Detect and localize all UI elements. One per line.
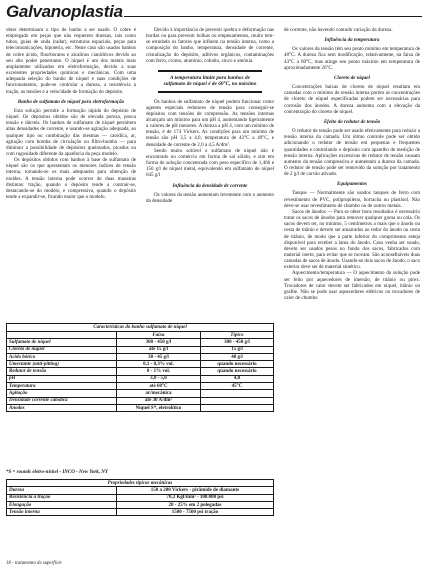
table-cell: 40 g/l bbox=[200, 353, 273, 360]
table-cell: Ânodos bbox=[7, 404, 117, 411]
table-cell: Dureza bbox=[7, 487, 117, 494]
table-cell: Ácido bórico bbox=[7, 353, 117, 360]
table-cell: 1500 - 7500 psi tração bbox=[117, 509, 274, 516]
table-caption: Propriedades típicas mecânicas bbox=[7, 480, 274, 487]
table-row bbox=[7, 390, 274, 397]
table-cell: 300 - 450 g/l bbox=[200, 339, 273, 346]
table-row bbox=[7, 375, 274, 382]
paragraph: Devido à importância de prevenir quebra e deformação nas bordas ou para prevenir bolhas ou empenamentos, muito tem-se estudado os fatores que influem na tensão interna, como a composição do banho, temperatura, densidade de corrente, cristalização do depósito, aditivos orgânicos, contaminações com ferro, cromo, alumínio, cobalto, zinco e amônia. bbox=[146, 27, 274, 64]
mechanical-properties-table bbox=[6, 479, 274, 516]
table-cell: Tensão interna bbox=[7, 509, 117, 516]
table-cell: quando necessário bbox=[200, 368, 273, 375]
table-row bbox=[7, 397, 274, 404]
table-cell: Temperatura bbox=[7, 383, 117, 390]
page-title: Galvanoplastia bbox=[6, 2, 123, 21]
table-header: Faixa bbox=[117, 332, 201, 339]
table-caption: Características do banho sulfamato de níquel bbox=[7, 324, 274, 332]
paragraph: Sendo muito solúvel o sulfamato de níquel não é encontrado no comércio em forma de sal sólido, e sim em forma de solução concentrada com peso específico de 1,466 e 150 g/l de níquel metal, equivalendo em sulfamato de níquel 645 g/l bbox=[146, 147, 274, 179]
table-cell: 300 - 450 g/l bbox=[117, 339, 201, 346]
table-header bbox=[7, 332, 117, 339]
section-heading: Equipamentos bbox=[336, 181, 367, 188]
table-cell: quando necessário bbox=[200, 361, 273, 368]
paragraph: Os valores da tensão têm seu ponto mínimo em temperatura de 48°C. A dureza fica sem modificação, relativamente, na faixa de 43°C a 60°C, mas atinge seu ponto máximo em temperatura de aproximadamente 26°C. bbox=[284, 46, 420, 71]
table-row bbox=[7, 361, 274, 368]
table-cell: 0 - 1% vol. bbox=[117, 368, 201, 375]
table-cell: Umectante (anti-pitting) bbox=[7, 361, 117, 368]
section-heading: Influência da temperatura bbox=[324, 37, 380, 44]
table-row bbox=[7, 487, 274, 494]
section-heading: Influência da densidade de corrente bbox=[172, 182, 248, 189]
table-cell: ar/mecânica bbox=[117, 390, 201, 397]
table-cell: até 60°C bbox=[117, 383, 201, 390]
table-cell: Elongação bbox=[7, 501, 117, 508]
table-row bbox=[7, 339, 274, 346]
table-cell: Resistência à tração bbox=[7, 494, 117, 501]
table-cell: até 15 g/l bbox=[117, 346, 201, 353]
table-cell: até 30 A/dm² bbox=[117, 397, 201, 404]
table-cell bbox=[200, 404, 273, 411]
paragraph: Esta solução permite a formação rápida do depósito de níquel. Os depósitos obtidos são de elevada pureza, pouca tensão e dúcteis. Os banhos de sulfamato de níquel permitem altas densidades de corrente, e usando-se agitação adequada, ao qualquer tipo ou combinação das mesmas — catódica, ar, agitação com bomba de circulação ou filtro-bomba — para diminuir a possibilidade de depósitos queimados, picados ou com rugosidade diferente da aparência da peça modelo. bbox=[6, 107, 136, 157]
paragraph: Os valores da tensão aumentam levemente com o aumento da densidade bbox=[146, 191, 274, 204]
table-cell: Níquel S*, eletrolítico bbox=[117, 404, 201, 411]
callout-box: A temperatura limite para banhos de sulfamato de níquel é de 60°C, no máximo bbox=[158, 70, 262, 93]
paragraph: Aquecimento/temperatura — O aquecimento da solução pode ser feito por aquecedores de imersão, de titânio ou pirex. Trocadores de calor devem ser fabricados em níquel, titânio ou grafite. Não se pode usar aquecedores elétricos ou trocadores de calor de chumbo bbox=[284, 270, 420, 302]
table-cell: Cloreto de níquel bbox=[7, 346, 117, 353]
table-cell: 45°C bbox=[200, 383, 273, 390]
bath-characteristics-table bbox=[6, 323, 274, 412]
table-row bbox=[7, 509, 274, 516]
paragraph: Concentrações baixas de cloreto de níquel resultam em camadas com o mínimo de tensão interna porém as concentrações de cloreto de níquel especificadas podem ser necessárias para corrosão dos ânodos. A dureza aumenta com a elevação da concentração do cloreto de níquel. bbox=[284, 84, 420, 115]
paragraph: O redutor de tensão pode ser usado efetivamente para reduzir a tensão interna da camada. Um ótimo controle pode ser obtido adicionando o redutor de tensão em pequenas e frequentes quantidades e controlando o depósito com aparelho de medição de tensão interna. Aplicações excessivas de redutor de tensão causam aumento da tensão compressiva e aumentam a dureza da camada. O redutor de tensão pode ser removido da solução por tratamento de 2 g/l de carvão ativado. bbox=[284, 128, 420, 178]
table-cell bbox=[200, 397, 273, 404]
paragraph: obter determinam o tipo de banho a ser usado. O cobre é empregado em peças que não requerem durezas, tais como tubos, guias de onda (radar), estruturas espaciais, peças para telecomunicações, hipoteria, etc. Neste caso são usados banhos de cobre ácido, fluorboratos e alcalinos cianídricos devido ao seu alto poder penetrante. O níquel é um dos metais mais amplamente utilizados em eletroformação, devido a suas excelentes propriedades químicas e mecânicas. Com uma adequada seleção do banho de níquel e suas condições de funcionamento, pode-se controlar a dureza, a resistência à tração, as tensões e a velocidade de formação do depósito. bbox=[6, 27, 136, 95]
paragraph: Os depósitos obtidos com banhos à base de sulfamato de níquel são os que apresentam os menores índices de tensão interna, tornando-se os mais adequados para obtenção de moldes. A tensão interna pode ocorrer de duas maneiras distintas: tração, quando o depósito tende a contrair-se, destacando-se do modelo, e compressiva, quando o depósito tende a expandir-se, ficando maior que o modelo. bbox=[6, 157, 136, 201]
table-cell: 20 - 25% em 2 polegadas bbox=[117, 501, 274, 508]
column-1 bbox=[6, 27, 136, 200]
table-cell: Sulfamato de níquel bbox=[7, 339, 117, 346]
table-row bbox=[7, 501, 274, 508]
table-cell: 4,0 bbox=[200, 375, 273, 382]
table-cell: Densidade corrente catódica bbox=[7, 397, 117, 404]
paragraph: Tanque — Normalmente são usados tanques de ferro com revestimento de PVC, polipropileno, borracha ou plastisol. Não deve-se usar revestimento de chumbo ou de outros metais. bbox=[284, 190, 420, 209]
page-header bbox=[6, 2, 422, 26]
section-heading: Cloreto de níquel bbox=[334, 74, 370, 81]
table-cell: 15 g/l bbox=[200, 346, 273, 353]
table-header: Típico bbox=[200, 332, 273, 339]
paragraph: Os banhos de sulfamato de níquel podem funcionar como agentes especiais redutores de tensão para conseguir-se depósitos com tensões de compressão. As tensões internas alcançam um mínimo para um pH 4, aumentando ligeiramente a valores de pH menores. A dureza a pH 4, com um mínimo de tensão, é de 174 Vickers. As condições para um mínimo de tensão são pH 3,5 a 4,0, temperatura de 43°C a 49°C, e densidade de corrente de 2,0 a 4,5 A/dm². bbox=[146, 98, 274, 148]
page-footer: 18 - tratamento de superfície bbox=[6, 561, 62, 566]
section-heading: Efeito do redutor de tensão bbox=[323, 118, 381, 125]
table-row bbox=[7, 494, 274, 501]
table-footnote: *S = rounds eletro-nickel - INCO - New York, NY bbox=[6, 470, 108, 475]
table-row bbox=[7, 346, 274, 353]
table-row bbox=[7, 404, 274, 411]
table-cell: 3,0 - 5,0 bbox=[117, 375, 201, 382]
table-cell: 0,1 - 0,3% vol. bbox=[117, 361, 201, 368]
column-2 bbox=[146, 27, 274, 204]
paragraph: Sacos de ânodos — Para se obter bons resultados é necessário tratar os sacos de ânodos para remover qualquer goma ou cola. Os sacos devem ter, no mínimo, 5 centímetros a mais que o ânodo ou cesta de titânio e devem ser amarrados ao redor do ânodo ou cesta de titânio, de modo que a parte inferior do comprimento esteja disponível para receber a lama do ânodo. Caso venha ser usado, devem ser usados pesos no fundo dos sacos, fabricados com material inerte, para evitar que se movam. São aconselháveis duas camadas de sacos de ânodo. Usando-se dois sacos de ânodo, o saco exterior deve ser de material sintético. bbox=[284, 208, 420, 271]
table-cell bbox=[200, 390, 273, 397]
table-cell: 30 - 45 g/l bbox=[117, 353, 201, 360]
table-row bbox=[7, 353, 274, 360]
paragraph: de corrente, não havendo contudo variação da dureza. bbox=[284, 27, 393, 33]
table-cell: 150 a 200 Vickers - pirâmide de diamante bbox=[117, 487, 274, 494]
section-heading: Banho de sulfamato de níquel para eletroformação bbox=[17, 98, 125, 105]
table-row bbox=[7, 383, 274, 390]
header-divider bbox=[124, 16, 422, 17]
table-cell: pH bbox=[7, 375, 117, 382]
table-cell: 70,3 Kgf/mm² - 100.000 psi bbox=[117, 494, 274, 501]
table-cell: Agitação bbox=[7, 390, 117, 397]
table-cell: Redutor de tensão bbox=[7, 368, 117, 375]
column-3 bbox=[284, 27, 420, 301]
table-row bbox=[7, 368, 274, 375]
